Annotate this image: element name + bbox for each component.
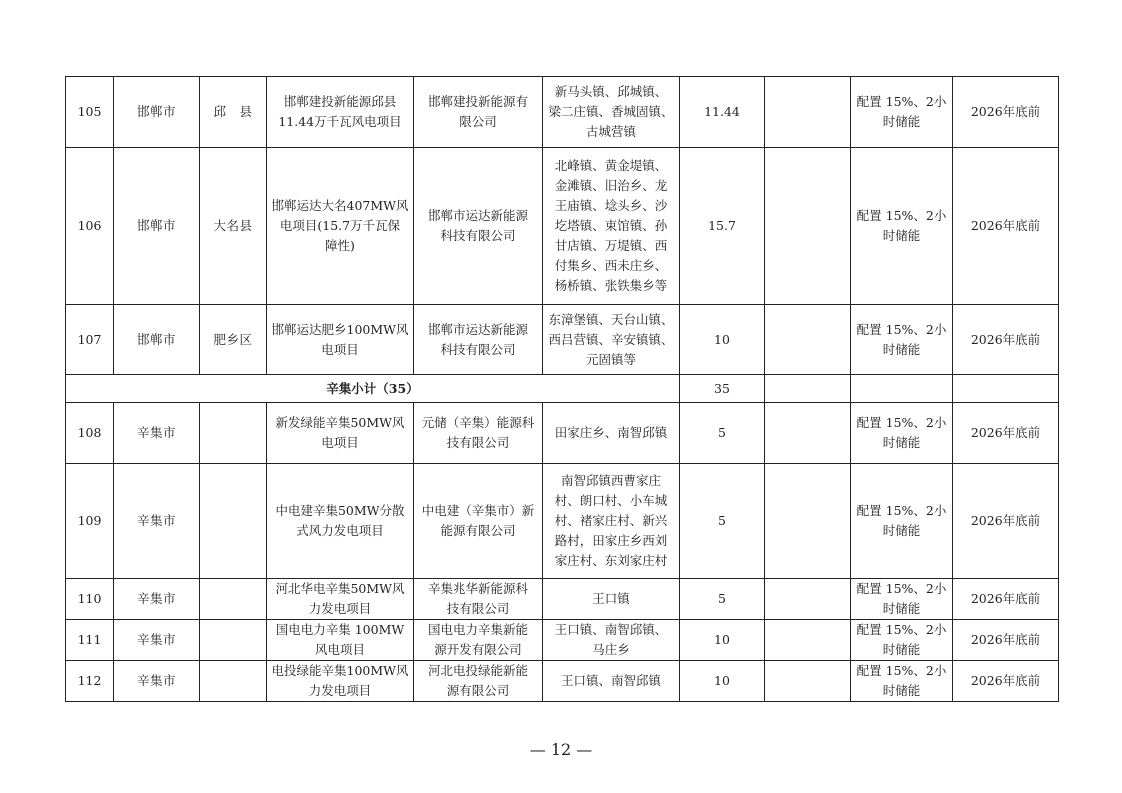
- deadline-cell: 2026年底前: [953, 464, 1059, 579]
- blank-cell: [765, 148, 851, 305]
- company-cell: 中电建（辛集市）新 能源有限公司: [414, 464, 543, 579]
- blank-cell: [851, 375, 953, 403]
- table-row: [66, 464, 1059, 579]
- table-row: [66, 305, 1059, 375]
- row-number: 109: [66, 464, 114, 579]
- table-row: [66, 403, 1059, 464]
- county-cell: 大名县: [200, 148, 267, 305]
- county-cell: [200, 464, 267, 579]
- deadline-cell: 2026年底前: [953, 77, 1059, 148]
- blank-cell: [765, 464, 851, 579]
- row-number: 107: [66, 305, 114, 375]
- project-name-cell: 邯郸建投新能源邱县 11.44万千瓦风电项目: [267, 77, 414, 148]
- location-cell: 王口镇: [543, 579, 680, 620]
- row-number: 105: [66, 77, 114, 148]
- location-cell: 田家庄乡、南智邱镇: [543, 403, 680, 464]
- row-number: 106: [66, 148, 114, 305]
- blank-cell: [765, 403, 851, 464]
- project-table: [65, 76, 1059, 702]
- project-name-cell: 新发绿能辛集50MW风 电项目: [267, 403, 414, 464]
- row-number: 111: [66, 620, 114, 661]
- table-row: [66, 661, 1059, 702]
- storage-cell: 配置 15%、2小 时储能: [851, 148, 953, 305]
- table-row: [66, 148, 1059, 305]
- company-cell: 辛集兆华新能源科 技有限公司: [414, 579, 543, 620]
- capacity-cell: 10: [680, 620, 765, 661]
- table-row: [66, 620, 1059, 661]
- capacity-cell: 15.7: [680, 148, 765, 305]
- storage-cell: 配置 15%、2小 时储能: [851, 661, 953, 702]
- table-row: [66, 77, 1059, 148]
- company-cell: 国电电力辛集新能 源开发有限公司: [414, 620, 543, 661]
- project-name-cell: 邯郸运达肥乡100MW风 电项目: [267, 305, 414, 375]
- storage-cell: 配置 15%、2小 时储能: [851, 620, 953, 661]
- capacity-cell: 10: [680, 661, 765, 702]
- city-cell: 邯郸市: [114, 305, 200, 375]
- subtotal-label: 辛集小计（35）: [66, 375, 680, 403]
- project-name-cell: 河北华电辛集50MW风 力发电项目: [267, 579, 414, 620]
- city-cell: 辛集市: [114, 661, 200, 702]
- capacity-cell: 11.44: [680, 77, 765, 148]
- project-name-cell: 电投绿能辛集100MW风 力发电项目: [267, 661, 414, 702]
- location-cell: 新马头镇、邱城镇、 梁二庄镇、香城固镇、 古城营镇: [543, 77, 680, 148]
- blank-cell: [765, 375, 851, 403]
- county-cell: [200, 661, 267, 702]
- city-cell: 辛集市: [114, 403, 200, 464]
- deadline-cell: 2026年底前: [953, 579, 1059, 620]
- county-cell: [200, 620, 267, 661]
- county-cell: 肥乡区: [200, 305, 267, 375]
- blank-cell: [953, 375, 1059, 403]
- capacity-cell: 5: [680, 464, 765, 579]
- project-name-cell: 邯郸运达大名407MW风 电项目(15.7万千瓦保 障性): [267, 148, 414, 305]
- table-row: [66, 579, 1059, 620]
- blank-cell: [765, 661, 851, 702]
- location-cell: 南智邱镇西曹家庄 村、朗口村、小车城 村、褚家庄村、新兴 路村，田家庄乡西刘 家庄村、东刘家庄村: [543, 464, 680, 579]
- capacity-cell: 5: [680, 579, 765, 620]
- storage-cell: 配置 15%、2小 时储能: [851, 403, 953, 464]
- subtotal-capacity: 35: [680, 375, 765, 403]
- blank-cell: [765, 579, 851, 620]
- company-cell: 河北电投绿能新能 源有限公司: [414, 661, 543, 702]
- blank-cell: [765, 305, 851, 375]
- project-name-cell: 国电电力辛集 100MW 风电项目: [267, 620, 414, 661]
- storage-cell: 配置 15%、2小 时储能: [851, 579, 953, 620]
- deadline-cell: 2026年底前: [953, 305, 1059, 375]
- city-cell: 邯郸市: [114, 77, 200, 148]
- blank-cell: [765, 620, 851, 661]
- project-name-cell: 中电建辛集50MW分散 式风力发电项目: [267, 464, 414, 579]
- company-cell: 邯郸市运达新能源 科技有限公司: [414, 148, 543, 305]
- storage-cell: 配置 15%、2小 时储能: [851, 77, 953, 148]
- city-cell: 邯郸市: [114, 148, 200, 305]
- location-cell: 东漳堡镇、天台山镇、 西吕营镇、辛安镇镇、 元固镇等: [543, 305, 680, 375]
- company-cell: 元储（辛集）能源科 技有限公司: [414, 403, 543, 464]
- company-cell: 邯郸建投新能源有 限公司: [414, 77, 543, 148]
- storage-cell: 配置 15%、2小 时储能: [851, 305, 953, 375]
- city-cell: 辛集市: [114, 620, 200, 661]
- county-cell: [200, 403, 267, 464]
- company-cell: 邯郸市运达新能源 科技有限公司: [414, 305, 543, 375]
- capacity-cell: 10: [680, 305, 765, 375]
- subtotal-row: [66, 375, 1059, 403]
- location-cell: 王口镇、南智邱镇: [543, 661, 680, 702]
- row-number: 108: [66, 403, 114, 464]
- location-cell: 北峰镇、黄金堤镇、 金滩镇、旧治乡、龙 王庙镇、埝头乡、沙 圪塔镇、束馆镇、孙 甘店镇、万堤镇、西 付集乡、西未庄乡、 杨桥镇、张铁集乡等: [543, 148, 680, 305]
- row-number: 112: [66, 661, 114, 702]
- capacity-cell: 5: [680, 403, 765, 464]
- deadline-cell: 2026年底前: [953, 403, 1059, 464]
- deadline-cell: 2026年底前: [953, 620, 1059, 661]
- page-number: — 12 —: [529, 740, 593, 759]
- county-cell: 邱 县: [200, 77, 267, 148]
- city-cell: 辛集市: [114, 579, 200, 620]
- deadline-cell: 2026年底前: [953, 148, 1059, 305]
- storage-cell: 配置 15%、2小 时储能: [851, 464, 953, 579]
- location-cell: 王口镇、南智邱镇、 马庄乡: [543, 620, 680, 661]
- deadline-cell: 2026年底前: [953, 661, 1059, 702]
- city-cell: 辛集市: [114, 464, 200, 579]
- row-number: 110: [66, 579, 114, 620]
- blank-cell: [765, 77, 851, 148]
- county-cell: [200, 579, 267, 620]
